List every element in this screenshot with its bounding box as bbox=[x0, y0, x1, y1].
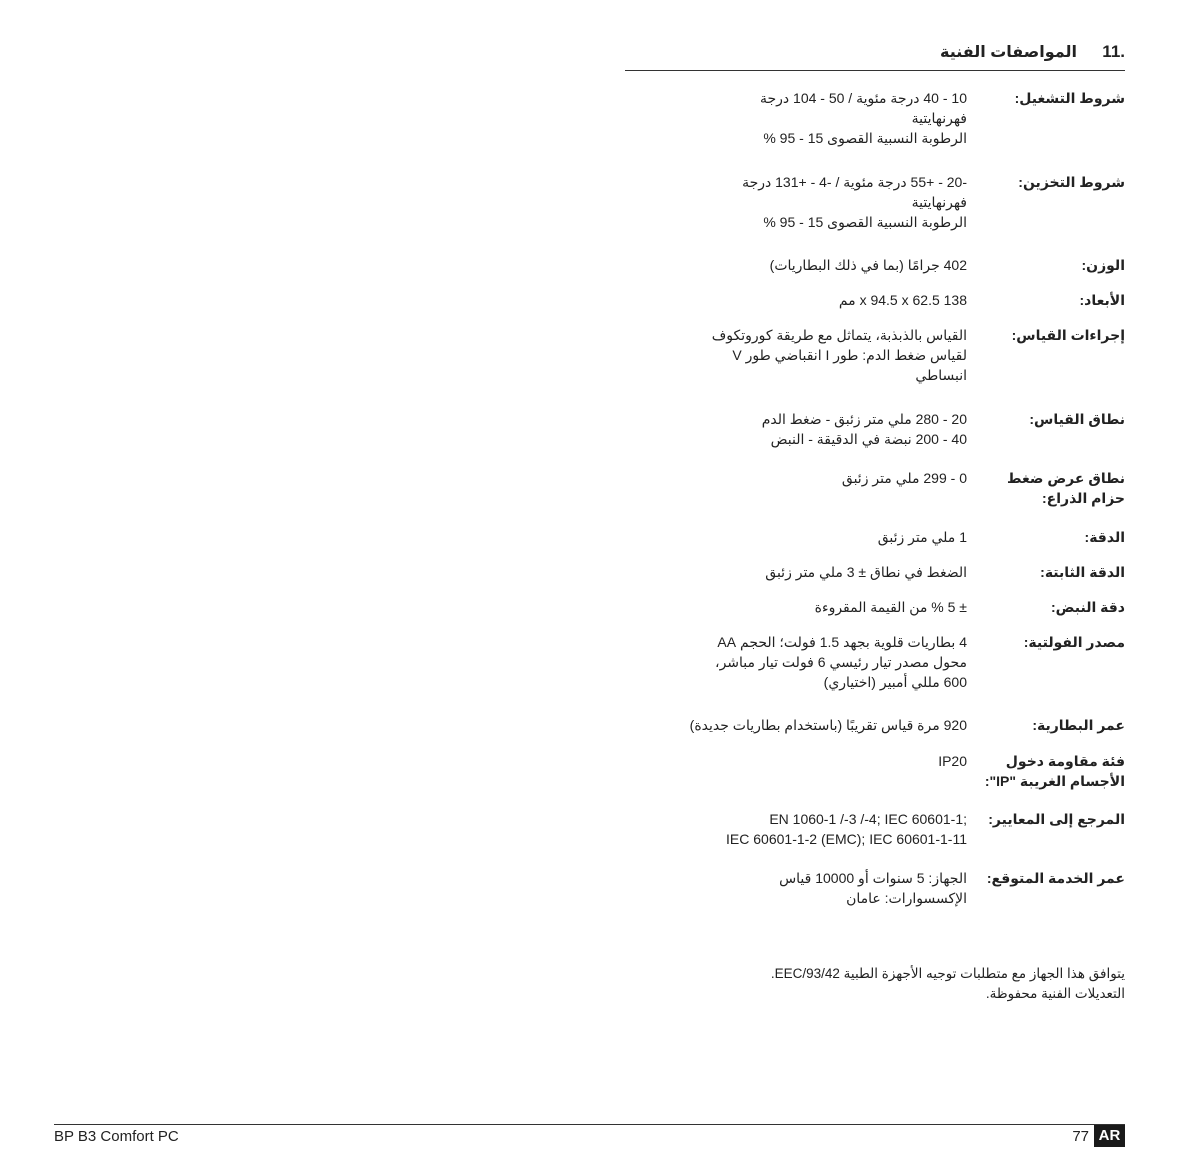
spec-value bbox=[620, 172, 973, 232]
spec-value-line: فهرنهايتية bbox=[911, 194, 967, 210]
spec-value-line: الرطوبة النسبية القصوى 15 - 95 % bbox=[763, 130, 967, 146]
spec-label: الدقة الثابتة: bbox=[1040, 564, 1125, 580]
spec-label: دقة النبض: bbox=[1051, 599, 1125, 615]
spec-label: الأبعاد: bbox=[1079, 292, 1125, 308]
spec-value-line: محول مصدر تيار رئيسي 6 فولت تيار مباشر، bbox=[715, 654, 967, 670]
spec-value bbox=[620, 868, 973, 908]
spec-value bbox=[620, 409, 973, 449]
spec-value-line: الضغط في نطاق ± 3 ملي متر زئبق bbox=[765, 564, 967, 580]
spec-label: عمر الخدمة المتوقع: bbox=[986, 870, 1125, 886]
model-name: BP B3 Comfort PC bbox=[54, 1128, 179, 1145]
spec-label: شروط التخزين: bbox=[1018, 174, 1125, 190]
spec-value bbox=[620, 527, 973, 547]
spec-value-line: 1 ملي متر زئبق bbox=[877, 529, 967, 545]
page-number: 77 bbox=[1072, 1128, 1089, 1145]
spec-value-line: IP20 bbox=[938, 753, 967, 769]
spec-value-line: -20 - +55 درجة مئوية / -4 - +131 درجة bbox=[742, 174, 967, 190]
spec-value-line: القياس بالذبذبة، يتماثل مع طريقة كوروتكوف bbox=[711, 327, 967, 343]
spec-value bbox=[620, 809, 973, 849]
spec-value-line: 138 x 94.5 x 62.5 مم bbox=[838, 292, 967, 308]
spec-label: فئة مقاومة دخول الأجسام الغريبة "IP": bbox=[984, 753, 1125, 789]
spec-row-storage-conditions bbox=[620, 172, 1125, 255]
spec-value-line: ± 5 % من القيمة المقروءة bbox=[814, 599, 967, 615]
compliance-note bbox=[620, 964, 1125, 1004]
spec-row-service-life bbox=[620, 868, 1125, 928]
spec-row-weight bbox=[620, 255, 1125, 290]
spec-value-line: فهرنهايتية bbox=[911, 110, 967, 126]
spec-row-dimensions bbox=[620, 290, 1125, 325]
spec-value-line: 10 - 40 درجة مئوية / 50 - 104 درجة bbox=[759, 90, 967, 106]
spec-value-line: 920 مرة قياس تقريبًا (باستخدام بطاريات جديدة) bbox=[689, 717, 967, 733]
spec-label: نطاق القياس: bbox=[1029, 411, 1125, 427]
spec-value-line: انبساطي bbox=[915, 367, 967, 383]
spec-label: شروط التشغيل: bbox=[1014, 90, 1125, 106]
spec-row-cuff-pressure-range bbox=[620, 468, 1125, 527]
spec-value-line: IEC 60601-1-2 (EMC); IEC 60601-1-11 bbox=[726, 831, 967, 847]
spec-row-static-accuracy bbox=[620, 562, 1125, 597]
spec-value-line: الجهاز: 5 سنوات أو 10000 قياس bbox=[779, 870, 967, 886]
language-badge: AR bbox=[1094, 1125, 1125, 1147]
section-number: 11. bbox=[1102, 42, 1125, 61]
spec-value bbox=[620, 632, 973, 692]
spec-value-line: الرطوبة النسبية القصوى 15 - 95 % bbox=[763, 214, 967, 230]
spec-label: الوزن: bbox=[1081, 257, 1125, 273]
spec-value bbox=[620, 715, 973, 735]
spec-label: الدقة: bbox=[1084, 529, 1125, 545]
spec-label: نطاق عرض ضغط حزام الذراع: bbox=[1007, 470, 1125, 506]
spec-value-line: 600 مللي أمبير (اختياري) bbox=[823, 674, 967, 690]
spec-row-power-supply bbox=[620, 632, 1125, 715]
spec-row-pulse-accuracy bbox=[620, 597, 1125, 632]
spec-label: عمر البطارية: bbox=[1032, 717, 1125, 733]
spec-value-line: الإكسسوارات: عامان bbox=[846, 890, 967, 906]
spec-value-line: لقياس ضغط الدم: طور I انقباضي طور V bbox=[732, 347, 967, 363]
spec-value bbox=[620, 290, 973, 310]
compliance-note-line: يتوافق هذا الجهاز مع متطلبات توجيه الأجهزة الطبية 93/42/EEC. bbox=[770, 966, 1125, 981]
compliance-note-line: التعديلات الفنية محفوظة. bbox=[985, 986, 1125, 1001]
spec-value-line: 402 جرامًا (بما في ذلك البطاريات) bbox=[769, 257, 967, 273]
spec-value-line: 4 بطاريات قلوية بجهد 1.5 فولت؛ الحجم AA bbox=[717, 634, 967, 650]
spec-value-line: 0 - 299 ملي متر زئبق bbox=[841, 470, 967, 486]
spec-label: إجراءات القياس: bbox=[1011, 327, 1125, 343]
spec-row-battery-life bbox=[620, 715, 1125, 751]
spec-value bbox=[620, 468, 973, 488]
spec-row-ip-class bbox=[620, 751, 1125, 809]
spec-row-measurement-procedure bbox=[620, 325, 1125, 409]
spec-value bbox=[620, 255, 973, 275]
spec-value bbox=[620, 88, 973, 148]
spec-row-operating-conditions bbox=[620, 88, 1125, 172]
spec-row-measurement-range bbox=[620, 409, 1125, 468]
spec-value-line: EN 1060-1 /-3 /-4; IEC 60601-1; bbox=[769, 811, 967, 827]
section-header bbox=[625, 40, 1125, 71]
spec-row-standards bbox=[620, 809, 1125, 868]
spec-value-line: 20 - 280 ملي متر زئبق - ضغط الدم bbox=[761, 411, 967, 427]
spec-value bbox=[620, 562, 973, 582]
spec-row-resolution bbox=[620, 527, 1125, 562]
section-title: المواصفات الفنية bbox=[939, 44, 1077, 61]
page-footer bbox=[54, 1124, 1125, 1151]
spec-table bbox=[620, 88, 1125, 928]
spec-value-line: 40 - 200 نبضة في الدقيقة - النبض bbox=[770, 431, 967, 447]
spec-label: المرجع إلى المعايير: bbox=[988, 811, 1125, 827]
spec-value bbox=[620, 325, 973, 385]
spec-label: مصدر الفولتية: bbox=[1023, 634, 1125, 650]
spec-value bbox=[620, 751, 973, 771]
spec-value bbox=[620, 597, 973, 617]
